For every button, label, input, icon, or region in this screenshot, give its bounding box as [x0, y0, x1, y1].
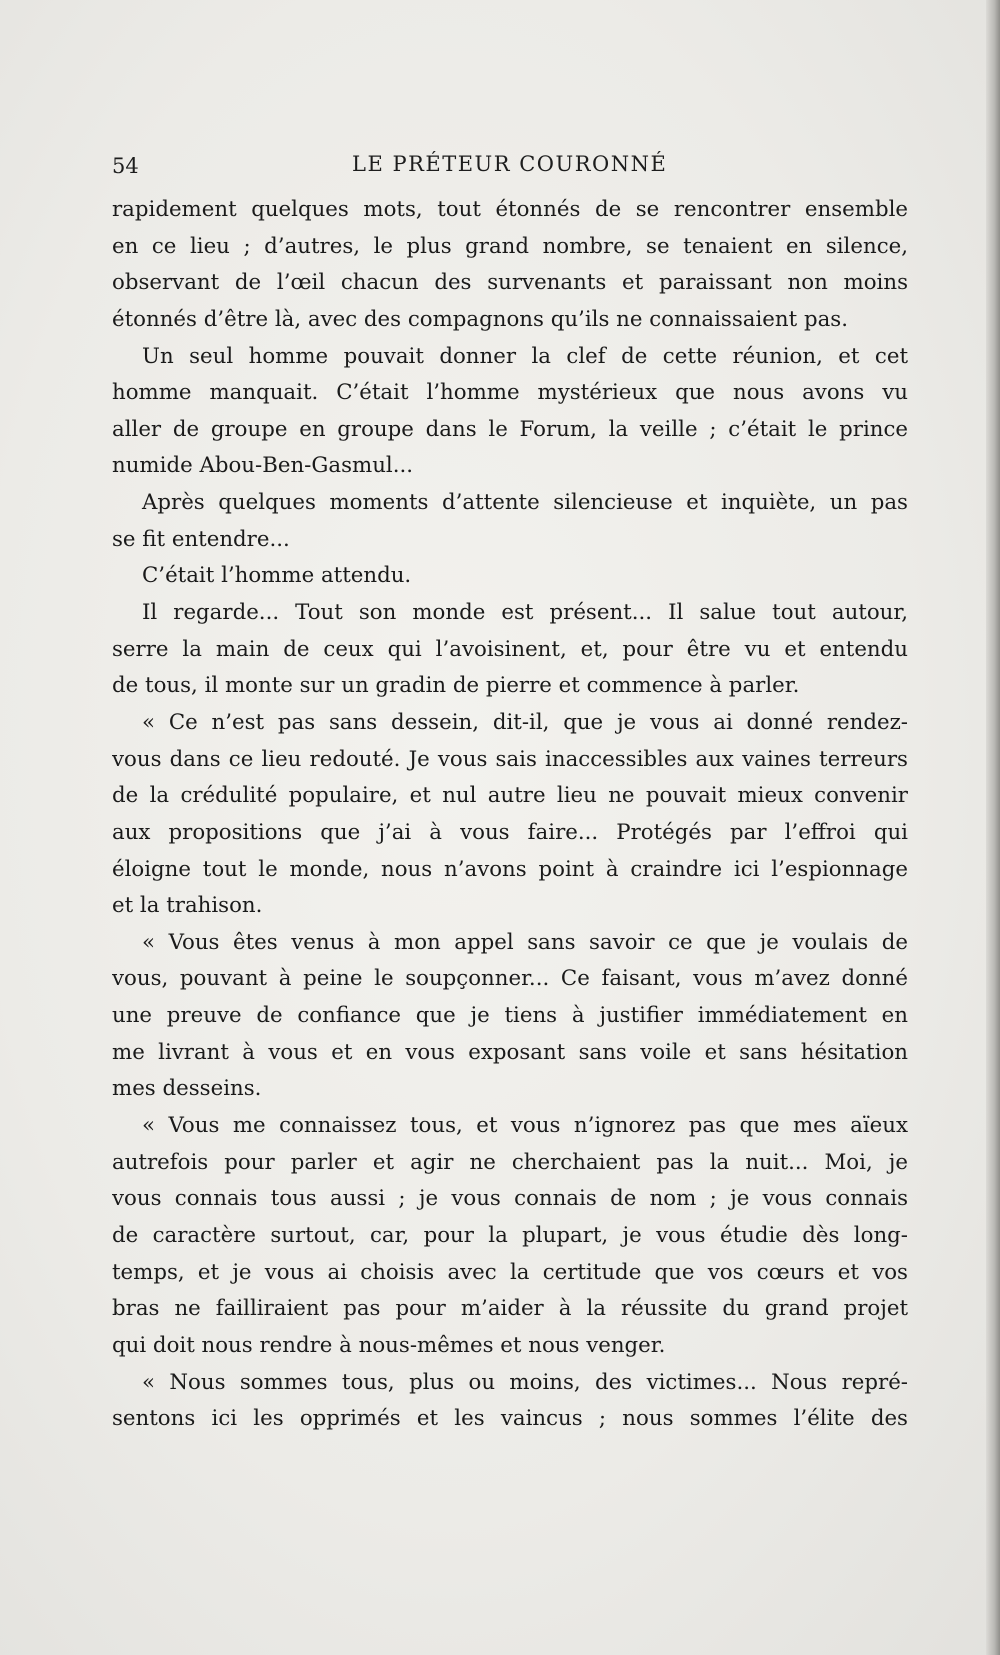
text-line: une preuve de confiance que je tiens à justifier immédiatement en [112, 1003, 908, 1029]
text-line: temps, et je vous ai choisis avec la certitude que vos cœurs et vos [112, 1259, 908, 1285]
text-line: « Nous sommes tous, plus ou moins, des victimes... Nous repré- [142, 1369, 908, 1395]
text-line: bras ne failliraient pas pour m’aider à la réussite du grand projet [112, 1296, 908, 1322]
running-title: LE PRÉTEUR COURONNÉ [352, 152, 668, 176]
page-header [112, 152, 912, 182]
text-line: éloigne tout le monde, nous n’avons point à craindre ici l’espionnage [112, 856, 908, 882]
text-line: Il regarde... Tout son monde est présent... Il salue tout autour, [142, 600, 908, 626]
text-line: aller de groupe en groupe dans le Forum, la veille ; c’était le prince [112, 416, 908, 442]
text-line: C’était l’homme attendu. [142, 563, 412, 589]
text-line: autrefois pour parler et agir ne cherchaient pas la nuit... Moi, je [112, 1149, 908, 1175]
text-line: « Vous êtes venus à mon appel sans savoir ce que je voulais de [142, 929, 908, 955]
body-text [112, 192, 908, 1438]
text-line: mes desseins. [112, 1076, 262, 1102]
text-line: rapidement quelques mots, tout étonnés de se rencontrer ensemble [112, 197, 908, 222]
text-line: en ce lieu ; d’autres, le plus grand nombre, se tenaient en silence, [112, 233, 908, 259]
text-line: qui doit nous rendre à nous-mêmes et nous venger. [112, 1332, 666, 1358]
text-line: de caractère surtout, car, pour la plupart, je vous étudie dès long- [112, 1222, 908, 1248]
text-line: aux propositions que j’ai à vous faire... Protégés par l’effroi qui [112, 819, 908, 845]
text-line: « Vous me connaissez tous, et vous n’ignorez pas que mes aïeux [142, 1113, 908, 1139]
text-line: étonnés d’être là, avec des compagnons qu’ils ne connaissaient pas. [112, 306, 848, 332]
page-edge [986, 0, 1000, 1655]
text-line: et la trahison. [112, 893, 263, 919]
text-line: homme manquait. C’était l’homme mystérieux que nous avons vu [112, 380, 908, 406]
text-line: vous connais tous aussi ; je vous connais de nom ; je vous connais [112, 1186, 908, 1212]
text-line: observant de l’œil chacun des survenants et paraissant non moins [112, 270, 908, 296]
text-line: serre la main de ceux qui l’avoisinent, et, pour être vu et entendu [112, 636, 908, 662]
text-line: me livrant à vous et en vous exposant sans voile et sans hésitation [112, 1039, 908, 1065]
text-line: se fit entendre... [112, 526, 290, 552]
text-line: vous, pouvant à peine le soupçonner... Ce faisant, vous m’avez donné [112, 966, 908, 992]
text-line: « Ce n’est pas sans dessein, dit-il, que je vous ai donné rendez- [142, 709, 908, 735]
text-line: numide Abou-Ben-Gasmul... [112, 453, 414, 479]
page-number: 54 [112, 154, 139, 178]
text-line: de la crédulité populaire, et nul autre lieu ne pouvait mieux convenir [112, 783, 908, 809]
text-line: Après quelques moments d’attente silencieuse et inquiète, un pas [142, 490, 908, 516]
text-line: de tous, il monte sur un gradin de pierre et commence à parler. [112, 673, 800, 699]
text-line: sentons ici les opprimés et les vaincus ; nous sommes l’élite des [112, 1406, 908, 1432]
text-line: vous dans ce lieu redouté. Je vous sais inaccessibles aux vaines terreurs [112, 746, 908, 772]
text-line: Un seul homme pouvait donner la clef de cette réunion, et cet [142, 343, 908, 369]
